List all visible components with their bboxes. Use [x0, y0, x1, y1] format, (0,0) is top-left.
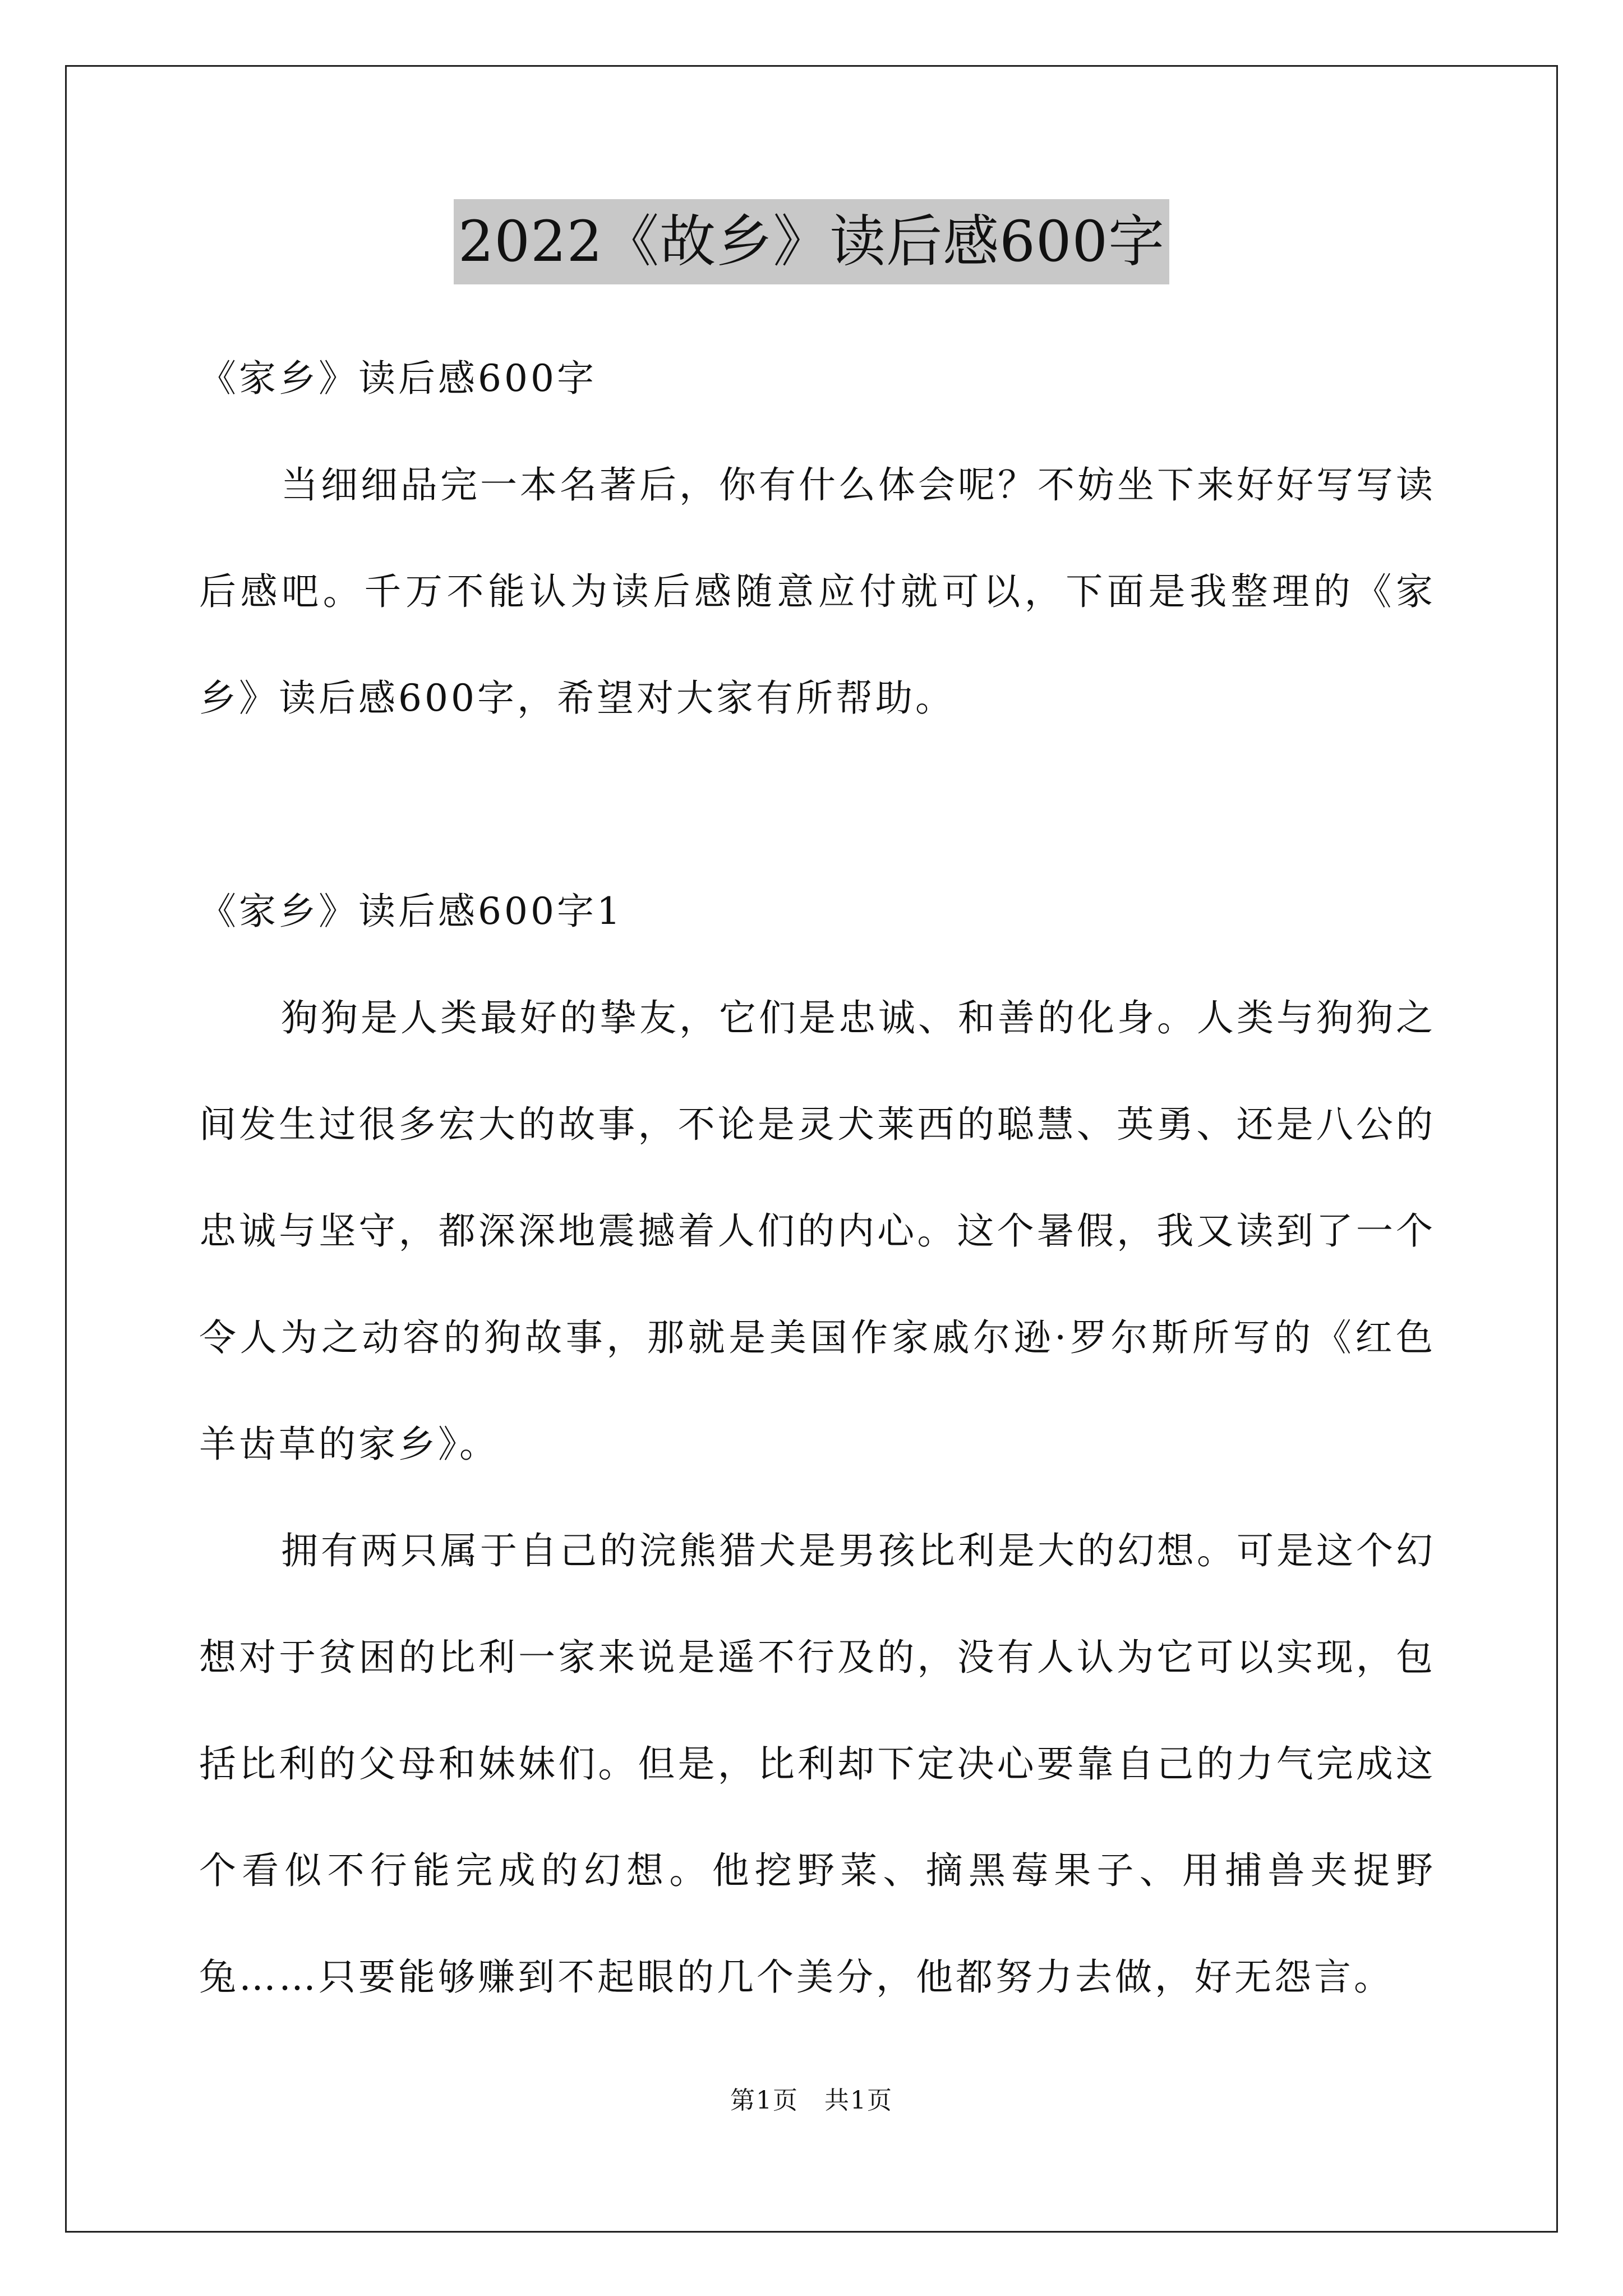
body-paragraph: 拥有两只属于自己的浣熊猎犬是男孩比利是大的幻想。可是这个幻想对于贫困的比利一家来说是遥不行及的，没有人认为它可以实现，包括比利的父母和妹妹们。但是，比利却下定决心要靠自己的力气完成这个看似不行能完成的幻想。他挖野菜、摘黑莓果子、用捕兽夹捉野兔……只要能够赚到不起眼的几个美分，他都努力去做，好无怨言。 [199, 1529, 1436, 1999]
title-container [0, 199, 1623, 284]
document-title: 2022《故乡》读后感600字 [454, 199, 1169, 284]
document-body [199, 325, 1436, 2031]
paragraph-gap [199, 752, 1436, 858]
body-paragraph: 狗狗是人类最好的挚友，它们是忠诚、和善的化身。人类与狗狗之间发生过很多宏大的故事，不论是灵犬莱西的聪慧、英勇、还是八公的忠诚与坚守，都深深地震撼着人们的内心。这个暑假，我又读到了一个令人为之动容的狗故事，那就是美国作家戚尔逊·罗尔斯所写的《红色羊齿草的家乡》。 [199, 996, 1436, 1466]
intro-paragraph: 当细细品完一本名著后，你有什么体会呢？不妨坐下来好好写写读后感吧。千万不能认为读后感随意应付就可以，下面是我整理的《家乡》读后感600字，希望对大家有所帮助。 [199, 463, 1436, 720]
subheading: 《家乡》读后感600字1 [199, 890, 623, 933]
subheading: 《家乡》读后感600字 [199, 357, 597, 400]
page-number-footer: 第1页 共1页 [730, 2086, 893, 2115]
